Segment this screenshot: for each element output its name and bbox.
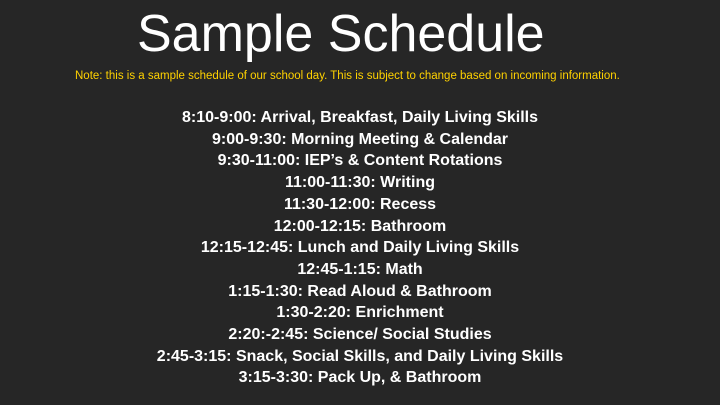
schedule-item: 3:15-3:30: Pack Up, & Bathroom <box>238 369 482 387</box>
schedule-item: 8:10-9:00: Arrival, Breakfast, Daily Living Skills <box>181 109 538 126</box>
schedule-item: 1:15-1:30: Read Aloud & Bathroom <box>228 282 492 300</box>
schedule-item: 12:45-1:15: Math <box>297 260 423 278</box>
schedule-item: 9:30-11:00: IEP’s & Content Rotations <box>217 152 503 170</box>
schedule-item: 2:20:-2:45: Science/ Social Studies <box>228 326 492 344</box>
schedule-item: 12:00-12:15: Bathroom <box>273 217 447 235</box>
slide-title: Sample Schedule <box>137 5 545 63</box>
schedule-item: 2:45-3:15: Snack, Social Skills, and Daily Living Skills <box>156 347 564 365</box>
schedule-note: Note: this is a sample schedule of our school day. This is subject to change based on incoming information. <box>75 70 620 82</box>
schedule-item: 1:30-2:20: Enrichment <box>276 304 444 322</box>
schedule-item: 9:00-9:30: Morning Meeting & Calendar <box>211 130 509 148</box>
schedule-item: 11:00-11:30: Writing <box>285 174 435 192</box>
schedule-item: 12:15-12:45: Lunch and Daily Living Skills <box>200 239 520 257</box>
schedule-item: 11:30-12:00: Recess <box>283 195 437 213</box>
schedule-list <box>0 107 720 389</box>
